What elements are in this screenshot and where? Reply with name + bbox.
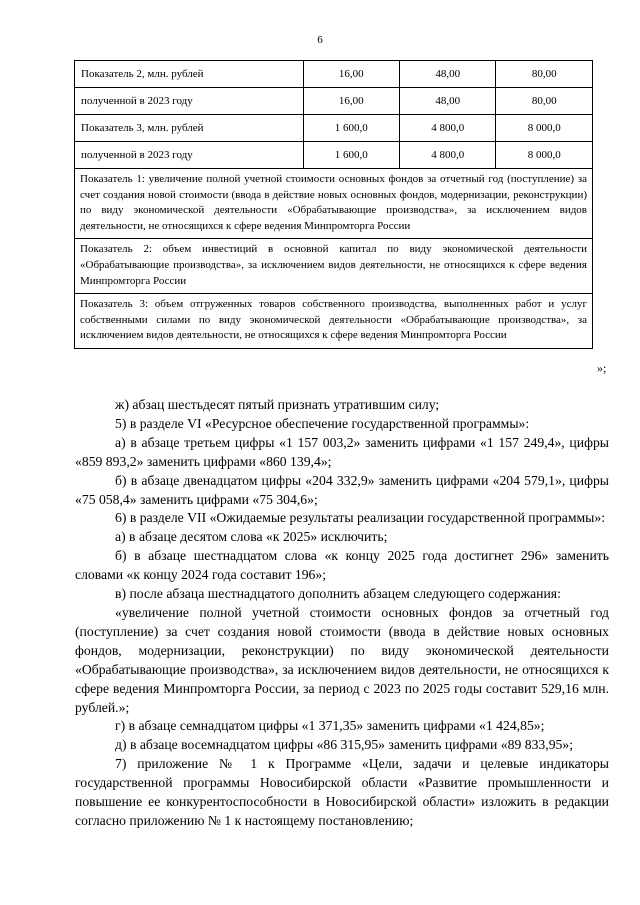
paragraph: 5) в разделе VI «Ресурсное обеспечение государственной программы»: — [115, 415, 530, 431]
paragraph: 6) в разделе VII «Ожидаемые результаты реализации государственной программы»: — [115, 510, 606, 526]
paragraph: «увеличение полной учетной стоимости основных фондов за отчетный год (поступление) за счет создания новой стоимости (ввода в действие новых основных фондов, модернизации, реконструкции) по виду экономической деятельности «Обрабатывающие производства», за исключением видов деятельности, не относящихся к сфере ведения Минпромторга России, за период с 2023 по 2025 годы составит 529,16 млн. рублей.»; — [75, 604, 609, 715]
table-row — [75, 61, 593, 88]
indicator-table — [74, 60, 593, 349]
paragraph: б) в абзаце двенадцатом цифры «204 332,9» заменить цифрами «204 579,1», цифры «75 058,4» заменить цифрами «75 304,6»; — [75, 472, 609, 507]
paragraph: а) в абзаце третьем цифры «1 157 003,2» заменить цифрами «1 157 249,4», цифры «859 893,2» заменить цифрами «860 139,4»; — [75, 434, 609, 469]
amendment-text — [75, 396, 609, 831]
cell-value: 16,00 — [303, 61, 399, 88]
cell-value: 8 000,0 — [496, 142, 593, 169]
cell-value: 80,00 — [496, 88, 593, 115]
table-row — [75, 88, 593, 115]
row-label: полученной в 2023 году — [75, 142, 304, 169]
table-row — [75, 169, 593, 239]
table-row — [75, 115, 593, 142]
indicator-description: Показатель 2: объем инвестиций в основной капитал по виду экономической деятельности «Обрабатывающие производства», за исключением видов деятельности, не относящихся к сфере ведения Минпромторга России — [75, 239, 593, 294]
row-label: Показатель 2, млн. рублей — [75, 61, 304, 88]
row-label: полученной в 2023 году — [75, 88, 304, 115]
paragraph: г) в абзаце семнадцатом цифры «1 371,35» заменить цифрами «1 424,85»; — [115, 718, 545, 734]
paragraph: б) в абзаце шестнадцатом слова «к концу 2025 года достигнет 296» заменить словами «к концу 2024 года составит 196»; — [75, 548, 609, 583]
paragraph: д) в абзаце восемнадцатом цифры «86 315,95» заменить цифрами «89 833,95»; — [115, 737, 574, 753]
cell-value: 1 600,0 — [303, 142, 399, 169]
cell-value: 80,00 — [496, 61, 593, 88]
paragraph: а) в абзаце десятом слова «к 2025» исключить; — [115, 529, 388, 545]
page-number: 6 — [317, 34, 323, 46]
cell-value: 48,00 — [400, 61, 496, 88]
paragraph: ж) абзац шестьдесят пятый признать утратившим силу; — [115, 397, 440, 412]
table-closing-mark: »; — [597, 361, 607, 375]
row-label: Показатель 3, млн. рублей — [75, 115, 304, 142]
cell-value: 16,00 — [303, 88, 399, 115]
table-row — [75, 294, 593, 349]
indicator-description: Показатель 3: объем отгруженных товаров собственного производства, выполненных работ и услуг собственными силами по виду экономической деятельности «Обрабатывающие производства», за исключением видов деятельности, не относящихся к сфере ведения Минпромторга России — [75, 294, 593, 349]
cell-value: 1 600,0 — [303, 115, 399, 142]
paragraph: 7) приложение № 1 к Программе «Цели, задачи и целевые индикаторы государственной программы Новосибирской области «Развитие промышленности и повышение ее конкурентоспособности в Новосибирской области» изложить в редакции согласно приложению № 1 к настоящему постановлению; — [75, 756, 609, 828]
cell-value: 4 800,0 — [400, 142, 496, 169]
paragraph: в) после абзаца шестнадцатого дополнить абзацем следующего содержания: — [115, 586, 561, 602]
indicator-description: Показатель 1: увеличение полной учетной стоимости основных фондов за отчетный год (поступление) за счет создания новой стоимости (ввода в действие новых основных фондов, модернизации, реконструкции) по виду экономической деятельности «Обрабатывающие производства», за исключением видов деятельности, не относящихся к сфере ведения Минпромторга России — [75, 169, 593, 239]
table-row — [75, 239, 593, 294]
cell-value: 48,00 — [400, 88, 496, 115]
cell-value: 4 800,0 — [400, 115, 496, 142]
cell-value: 8 000,0 — [496, 115, 593, 142]
table-row — [75, 142, 593, 169]
